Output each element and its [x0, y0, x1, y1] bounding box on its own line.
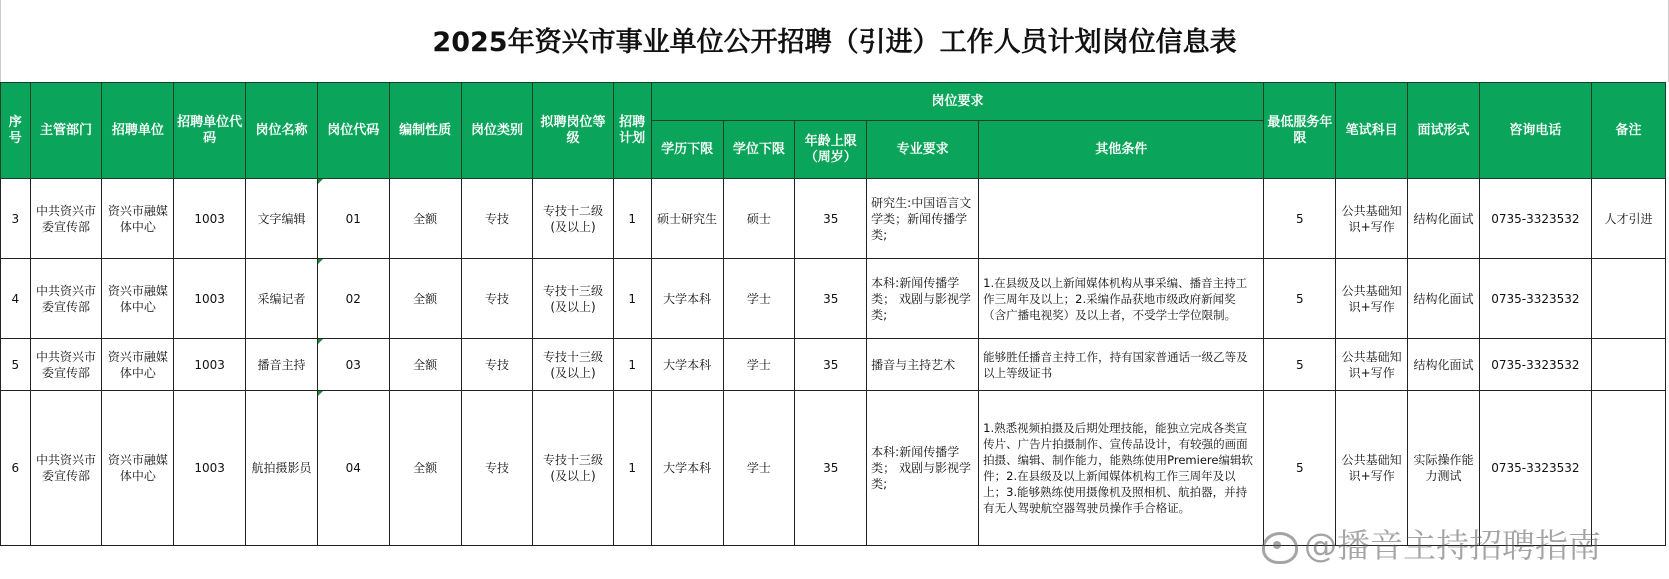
header-remark: 备注	[1591, 83, 1665, 179]
cell-staffing: 全额	[389, 259, 461, 339]
cell-exam: 公共基础知识+写作	[1336, 391, 1408, 546]
cell-education: 大学本科	[651, 259, 723, 339]
cell-service-years: 5	[1264, 339, 1336, 391]
cell-degree: 学士	[723, 259, 795, 339]
header-service-years: 最低服务年限	[1264, 83, 1336, 179]
cell-phone: 0735-3323532	[1479, 259, 1591, 339]
header-age: 年龄上限（周岁）	[795, 121, 867, 179]
cell-service-years: 5	[1264, 259, 1336, 339]
header-requirements: 岗位要求	[651, 83, 1264, 121]
cell-seq: 6	[1, 391, 31, 546]
cell-other	[979, 179, 1264, 259]
header-staffing: 编制性质	[389, 83, 461, 179]
cell-phone: 0735-3323532	[1479, 179, 1591, 259]
header-education: 学历下限	[651, 121, 723, 179]
header-plan: 招聘计划	[613, 83, 651, 179]
cell-education: 大学本科	[651, 339, 723, 391]
cell-post-type: 专技	[461, 391, 533, 546]
cell-unit: 资兴市融媒体中心	[102, 259, 174, 339]
header-exam: 笔试科目	[1336, 83, 1408, 179]
cell-major: 研究生:中国语言文学类；新闻传播学类;	[867, 179, 979, 259]
cell-degree: 硕士	[723, 179, 795, 259]
header-post-name: 岗位名称	[246, 83, 318, 179]
cell-age: 35	[795, 339, 867, 391]
header-unit-code: 招聘单位代码	[174, 83, 246, 179]
cell-post-level: 专技十三级(及以上)	[533, 391, 613, 546]
cell-unit-code: 1003	[174, 259, 246, 339]
header-seq: 序号	[1, 83, 31, 179]
cell-plan: 1	[613, 179, 651, 259]
cell-post-name: 文字编辑	[246, 179, 318, 259]
cell-post-name: 采编记者	[246, 259, 318, 339]
cell-plan: 1	[613, 391, 651, 546]
cell-education: 硕士研究生	[651, 179, 723, 259]
header-post-level: 拟聘岗位等级	[533, 83, 613, 179]
cell-unit: 资兴市融媒体中心	[102, 339, 174, 391]
watermark-text: @播音主持招聘指南	[1304, 526, 1601, 565]
cell-major: 本科:新闻传播学类； 戏剧与影视学类;	[867, 391, 979, 546]
cell-staffing: 全额	[389, 391, 461, 546]
cell-service-years: 5	[1264, 179, 1336, 259]
page-title: 2025年资兴市事业单位公开招聘（引进）工作人员计划岗位信息表	[0, 0, 1669, 82]
recruitment-table	[0, 82, 1666, 546]
cell-major: 本科:新闻传播学类； 戏剧与影视学类;	[867, 259, 979, 339]
cell-other: 1.在县级及以上新闻媒体机构从事采编、播音主持工作三周年及以上；2.采编作品获地市级政府新闻奖（含广播电视奖）及以上者，不受学士学位限制。	[979, 259, 1264, 339]
cell-unit-code: 1003	[174, 391, 246, 546]
cell-unit-code: 1003	[174, 339, 246, 391]
cell-exam: 公共基础知识+写作	[1336, 179, 1408, 259]
cell-other: 能够胜任播音主持工作，持有国家普通话一级乙等及以上等级证书	[979, 339, 1264, 391]
cell-exam: 公共基础知识+写作	[1336, 339, 1408, 391]
header-post-code: 岗位代码	[317, 83, 389, 179]
header-degree: 学位下限	[723, 121, 795, 179]
cell-unit-code: 1003	[174, 179, 246, 259]
cell-education: 大学本科	[651, 391, 723, 546]
cell-staffing: 全额	[389, 339, 461, 391]
cell-post-level: 专技十二级(及以上)	[533, 179, 613, 259]
header-other: 其他条件	[979, 121, 1264, 179]
cell-remark	[1591, 339, 1665, 391]
cell-interview: 实际操作能力测试	[1408, 391, 1480, 546]
header-dept: 主管部门	[30, 83, 102, 179]
cell-post-code: 01	[317, 179, 389, 259]
cell-age: 35	[795, 391, 867, 546]
cell-post-type: 专技	[461, 339, 533, 391]
cell-post-level: 专技十三级(及以上)	[533, 339, 613, 391]
cell-seq: 3	[1, 179, 31, 259]
header-interview: 面试形式	[1408, 83, 1480, 179]
cell-post-level: 专技十三级(及以上)	[533, 259, 613, 339]
cell-staffing: 全额	[389, 179, 461, 259]
cell-age: 35	[795, 259, 867, 339]
cell-post-name: 航拍摄影员	[246, 391, 318, 546]
cell-phone: 0735-3323532	[1479, 339, 1591, 391]
cell-interview: 结构化面试	[1408, 259, 1480, 339]
cell-interview: 结构化面试	[1408, 339, 1480, 391]
cell-plan: 1	[613, 339, 651, 391]
cell-other: 1.熟悉视频拍摄及后期处理技能，能独立完成各类宣传片、广告片拍摄制作、宣传品设计，有较强的画面拍摄、编辑、制作能力，能熟练使用Premiere编辑软件；2.在县级及以上新闻媒体机构工作三周年及以上；3.能够熟练使用摄像机及照相机、航拍器，并持有无人驾驶航空器驾驶员操作手合格证。	[979, 391, 1264, 546]
cell-unit: 资兴市融媒体中心	[102, 391, 174, 546]
cell-post-code: 04	[317, 391, 389, 546]
cell-phone: 0735-3323532	[1479, 391, 1591, 546]
watermark	[1262, 520, 1601, 567]
cell-seq: 5	[1, 339, 31, 391]
header-major: 专业要求	[867, 121, 979, 179]
cell-post-type: 专技	[461, 179, 533, 259]
cell-post-code: 03	[317, 339, 389, 391]
table-row	[1, 339, 1666, 391]
cell-service-years: 5	[1264, 391, 1336, 546]
cell-plan: 1	[613, 259, 651, 339]
cell-dept: 中共资兴市委宣传部	[30, 259, 102, 339]
cell-dept: 中共资兴市委宣传部	[30, 391, 102, 546]
cell-degree: 学士	[723, 339, 795, 391]
cell-interview: 结构化面试	[1408, 179, 1480, 259]
cell-degree: 学士	[723, 391, 795, 546]
cell-major: 播音与主持艺术	[867, 339, 979, 391]
cell-seq: 4	[1, 259, 31, 339]
cell-age: 35	[795, 179, 867, 259]
cell-remark: 人才引进	[1591, 179, 1665, 259]
cell-post-name: 播音主持	[246, 339, 318, 391]
cell-unit: 资兴市融媒体中心	[102, 179, 174, 259]
header-post-type: 岗位类别	[461, 83, 533, 179]
table-row	[1, 259, 1666, 339]
cell-post-type: 专技	[461, 259, 533, 339]
header-phone: 咨询电话	[1479, 83, 1591, 179]
cell-post-code: 02	[317, 259, 389, 339]
weibo-icon	[1262, 532, 1298, 564]
cell-dept: 中共资兴市委宣传部	[30, 179, 102, 259]
header-unit: 招聘单位	[102, 83, 174, 179]
cell-remark	[1591, 391, 1665, 546]
table-row	[1, 179, 1666, 259]
cell-remark	[1591, 259, 1665, 339]
cell-dept: 中共资兴市委宣传部	[30, 339, 102, 391]
cell-exam: 公共基础知识+写作	[1336, 259, 1408, 339]
